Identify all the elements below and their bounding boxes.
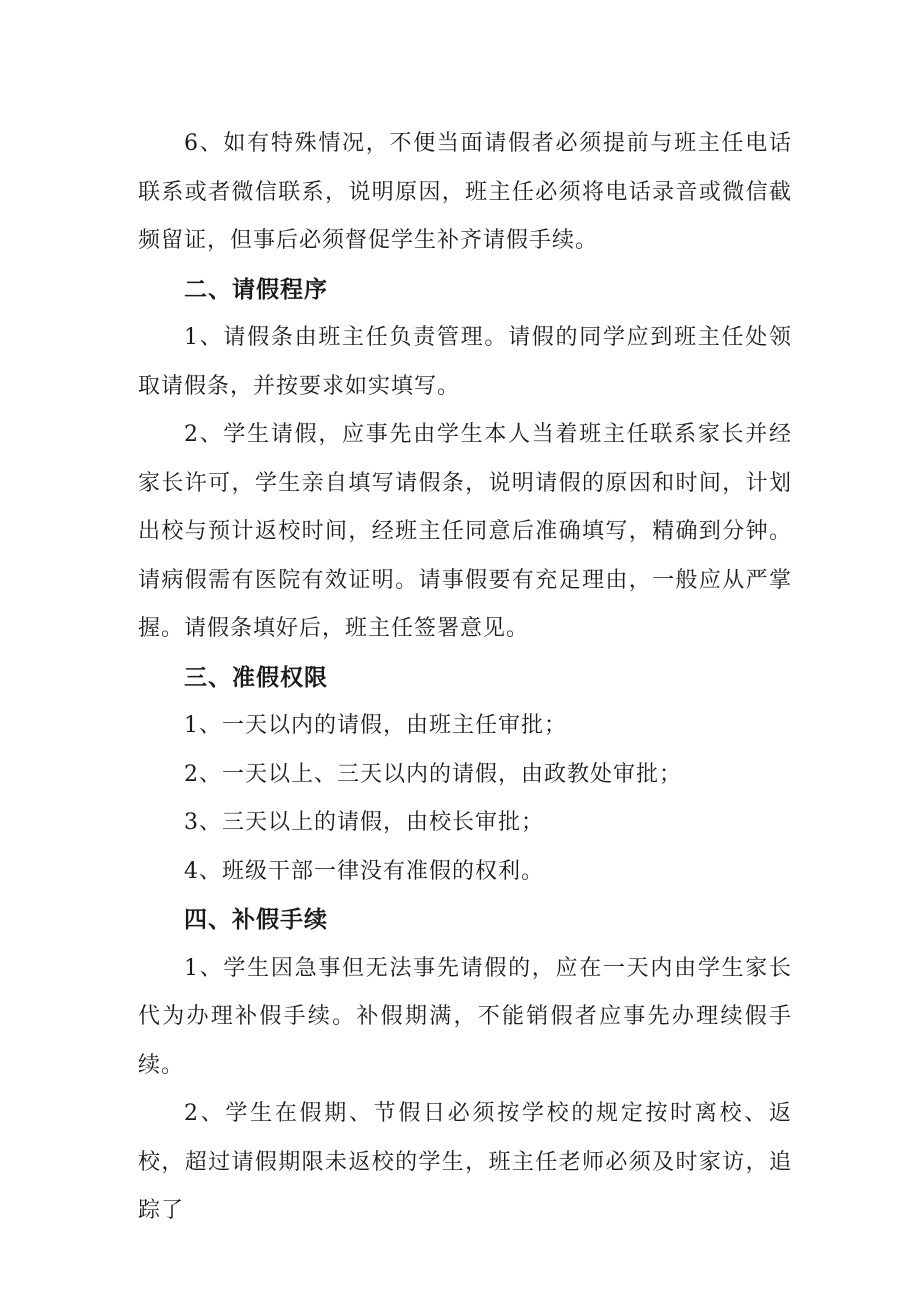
section-heading-retroactive-leave: 四、补假手续 [184, 907, 328, 933]
paragraph-approval-three-days: 2、一天以上、三天以内的请假，由政教处审批； [184, 761, 682, 787]
paragraph-approval-over-three-days: 3、三天以上的请假，由校长审批； [184, 810, 544, 835]
paragraph-special-circumstances: 6、如有特殊情况，不便当面请假者必须提前与班主任电话联系或者微信联系，说明原因，班主任必须将电话录音或微信截频留证，但事后必须督促学生补齐请假手续。 [138, 131, 792, 253]
paragraph-emergency-leave: 1、学生因急事但无法事先请假的，应在一天内由学生家长代为办理补假手续。补假期满，不能销假者应事先办理续假手续。 [138, 955, 792, 1078]
paragraph-approval-one-day: 1、一天以内的请假，由班主任审批； [184, 713, 567, 738]
paragraph-leave-request-process: 2、学生请假，应事先由学生本人当着班主任联系家长并经家长许可，学生亲自填写请假条，说明请假的原因和时间，计划出校与预计返校时间，经班主任同意后准确填写，精确到分钟。请病假需有医院有效证明。请事假要有充足理由，一般应从严掌握。请假条填好后，班主任签署意见。 [138, 422, 792, 641]
section-heading-approval-authority: 三、准假权限 [184, 664, 328, 691]
section-heading-leave-procedure: 二、请假程序 [184, 276, 328, 303]
paragraph-class-cadres: 4、班级干部一律没有准假的权利。 [184, 858, 544, 884]
paragraph-leave-slip-management: 1、请假条由班主任负责管理。请假的同学应到班主任处领取请假条，并按要求如实填写。 [138, 325, 792, 399]
paragraph-holiday-return: 2、学生在假期、节假日必须按学校的规定按时离校、返校，超过请假期限未返校的学生，班主任老师必须及时家访，追踪了 [138, 1101, 792, 1223]
